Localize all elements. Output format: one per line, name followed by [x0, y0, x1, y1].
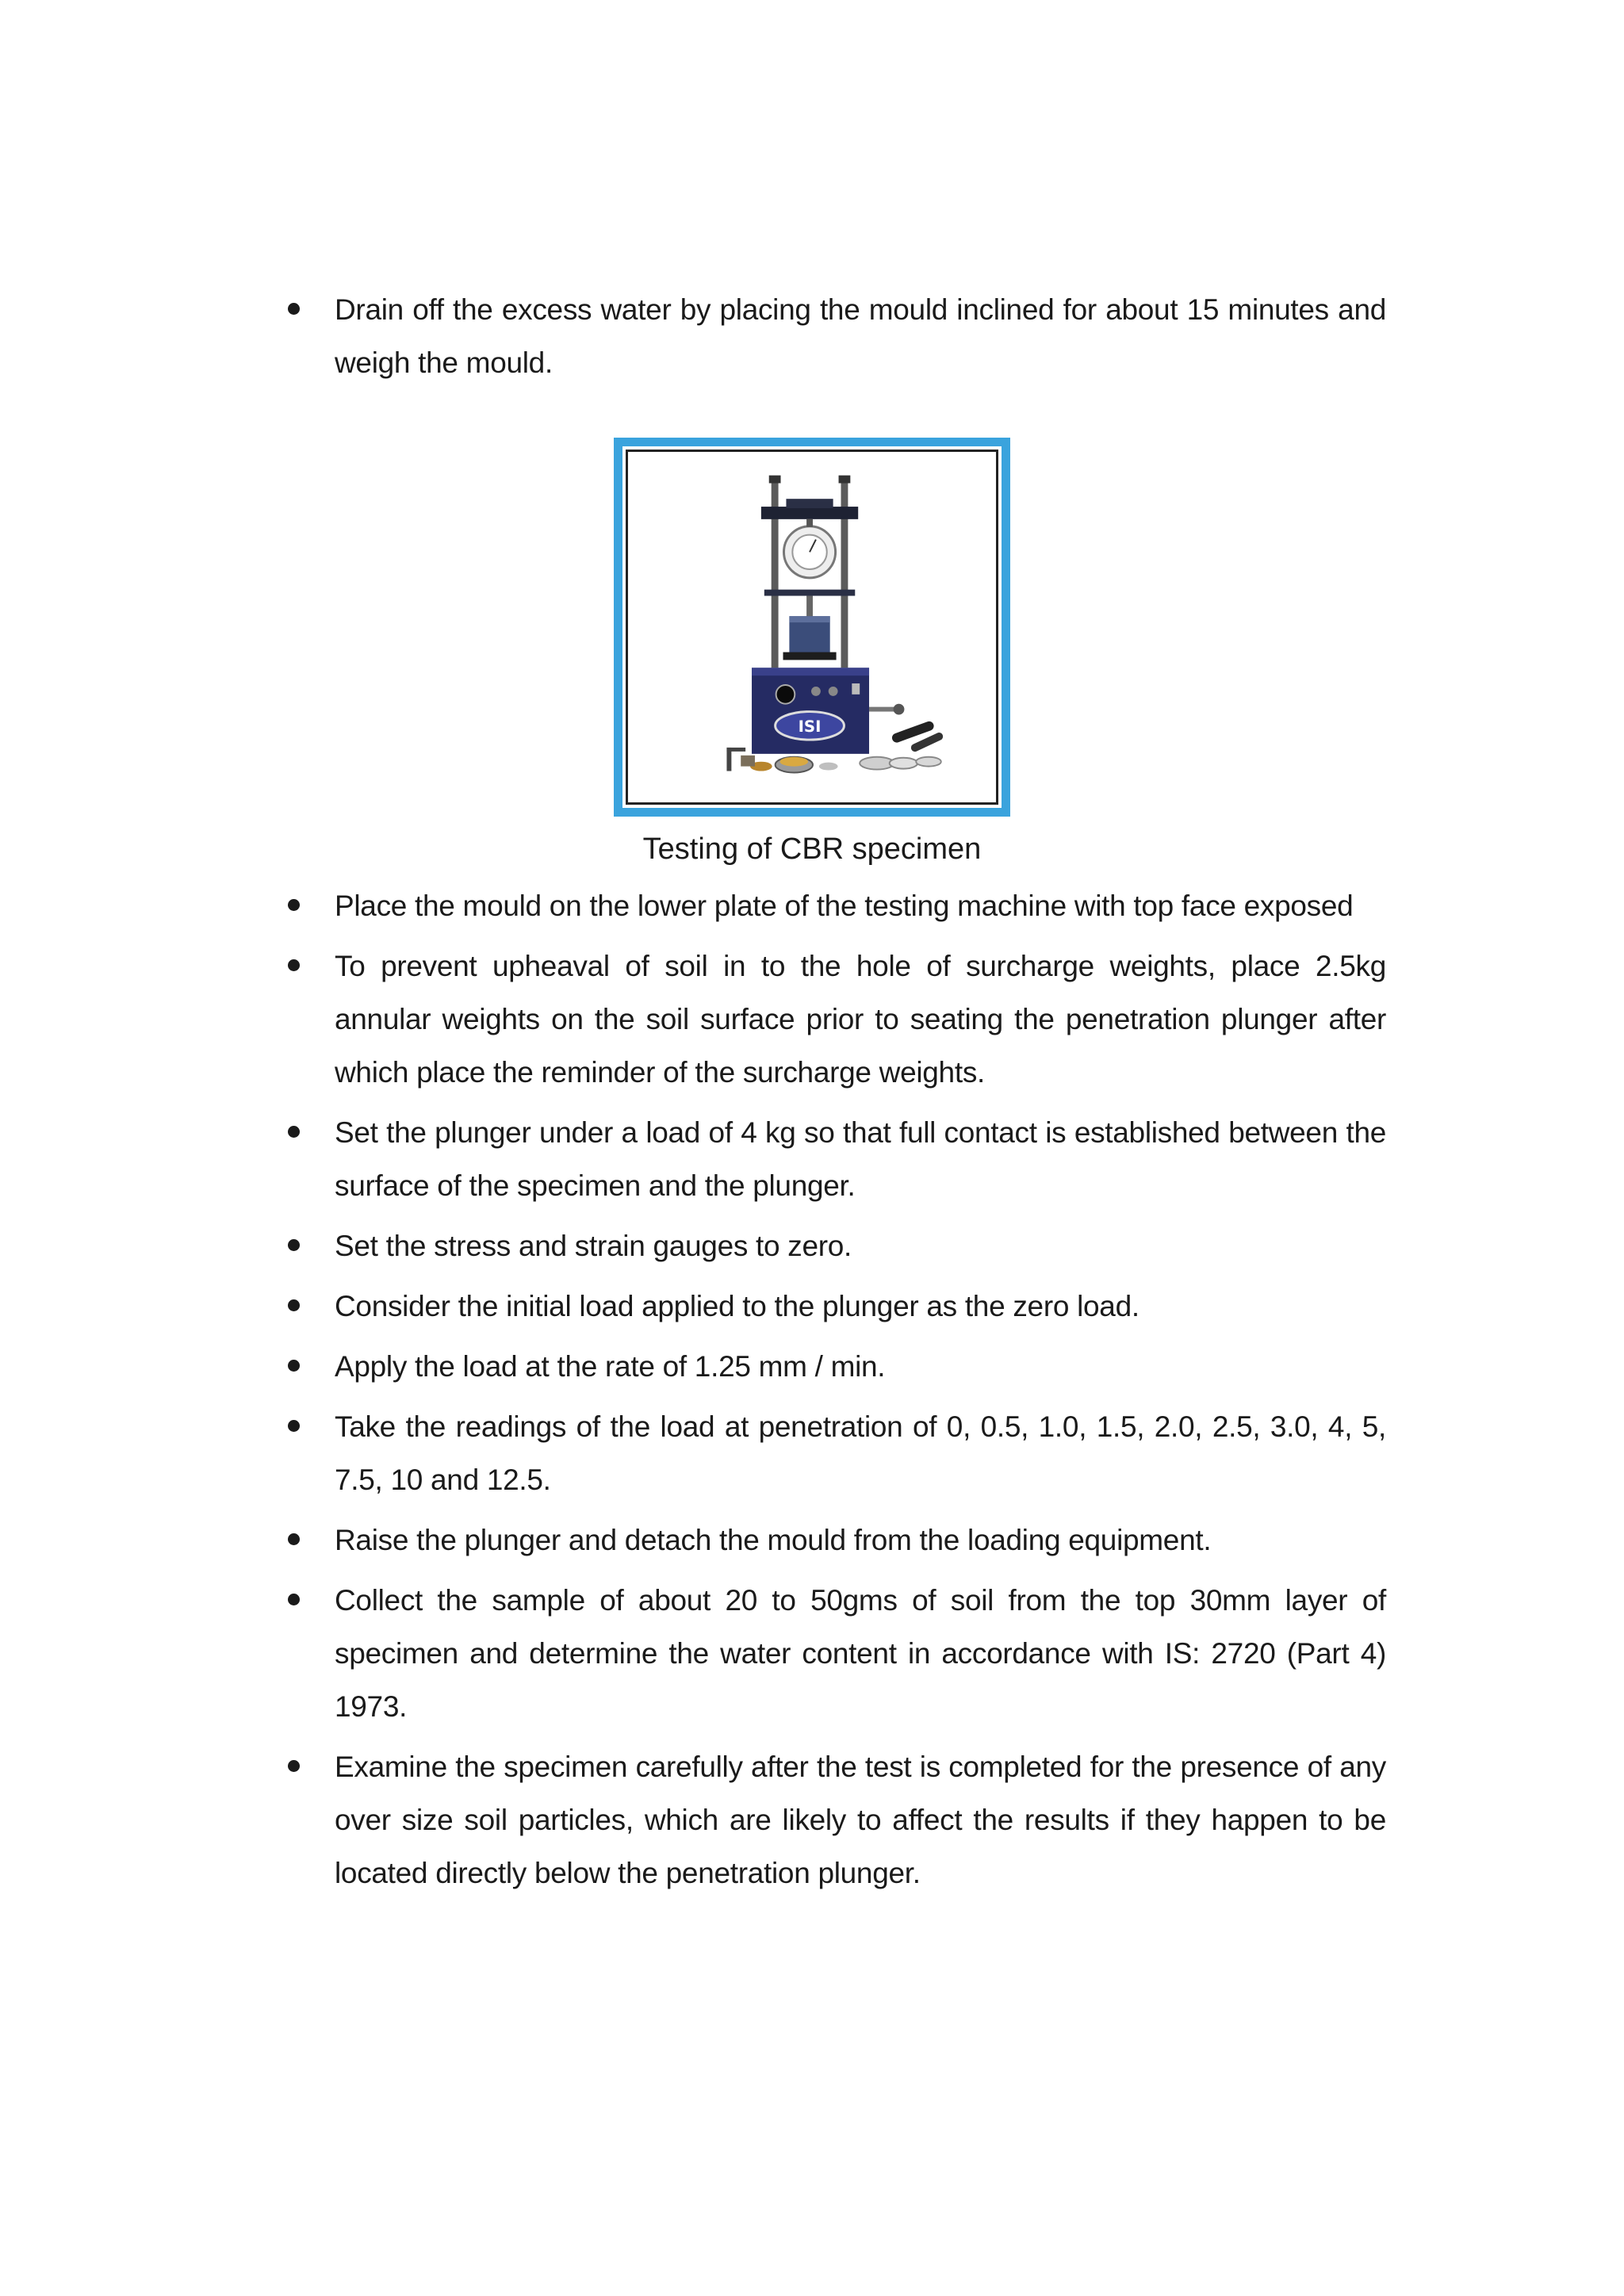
list-item-text: Collect the sample of about 20 to 50gms of soil from the top 30mm layer of specimen and determine the water content in accordance with IS: 2720 (Part 4) 1973.: [335, 1584, 1386, 1723]
list-item: [0, 1400, 1386, 1506]
list-item: [0, 1740, 1386, 1900]
cbr-machine-illustration: [628, 452, 996, 802]
bullet-dot-icon: [288, 1126, 300, 1138]
list-item-text: To prevent upheaval of soil in to the hole of surcharge weights, place 2.5kg annular weights on the soil surface prior to seating the penetration plunger after which place the reminder of the surcharge weights.: [335, 950, 1386, 1089]
list-item: [0, 1280, 1386, 1333]
figure-frame: [614, 438, 1010, 817]
cbr-testing-machine-photo: [626, 450, 998, 805]
bullet-dot-icon: [288, 1239, 300, 1251]
bullet-dot-icon: [288, 303, 300, 315]
list-item-text: Set the plunger under a load of 4 kg so that full contact is established between the surface of the specimen and the plunger.: [335, 1116, 1386, 1202]
list-item: [0, 1219, 1386, 1272]
bullet-dot-icon: [288, 1760, 300, 1772]
bullet-dot-icon: [288, 899, 300, 911]
bullet-list-top: [0, 283, 1624, 389]
list-item: [0, 1106, 1386, 1212]
list-item: [0, 939, 1386, 1099]
list-item-text: Apply the load at the rate of 1.25 mm / min.: [335, 1350, 886, 1383]
bullet-dot-icon: [288, 1420, 300, 1432]
list-item-text: Examine the specimen carefully after the test is completed for the presence of any over size soil particles, which are likely to affect the results if they happen to be located directly below the penetration plunger.: [335, 1751, 1386, 1889]
bullet-dot-icon: [288, 1360, 300, 1372]
list-item-text: Raise the plunger and detach the mould from the loading equipment.: [335, 1524, 1212, 1556]
list-item: [0, 1574, 1386, 1733]
list-item-text: Take the readings of the load at penetration of 0, 0.5, 1.0, 1.5, 2.0, 2.5, 3.0, 4, 5, 7.5, 10 and 12.5.: [335, 1410, 1386, 1496]
bullet-dot-icon: [288, 1299, 300, 1311]
list-item-text: Set the stress and strain gauges to zero.: [335, 1230, 852, 1262]
list-item: [0, 283, 1386, 389]
list-item-text: Consider the initial load applied to the plunger as the zero load.: [335, 1290, 1139, 1322]
bullet-dot-icon: [288, 1594, 300, 1605]
list-item: [0, 1340, 1386, 1393]
bullet-dot-icon: [288, 959, 300, 971]
list-item: [0, 879, 1386, 932]
list-item: [0, 1513, 1386, 1567]
figure-caption: Testing of CBR specimen: [642, 832, 982, 866]
svg-text:ISI: ISI: [798, 718, 822, 737]
list-item-text: Place the mould on the lower plate of the testing machine with top face exposed: [335, 890, 1354, 922]
bullet-dot-icon: [288, 1533, 300, 1545]
bullet-list-main: [0, 879, 1624, 1907]
list-item-text: Drain off the excess water by placing the mould inclined for about 15 minutes and weigh the mould.: [335, 293, 1386, 379]
